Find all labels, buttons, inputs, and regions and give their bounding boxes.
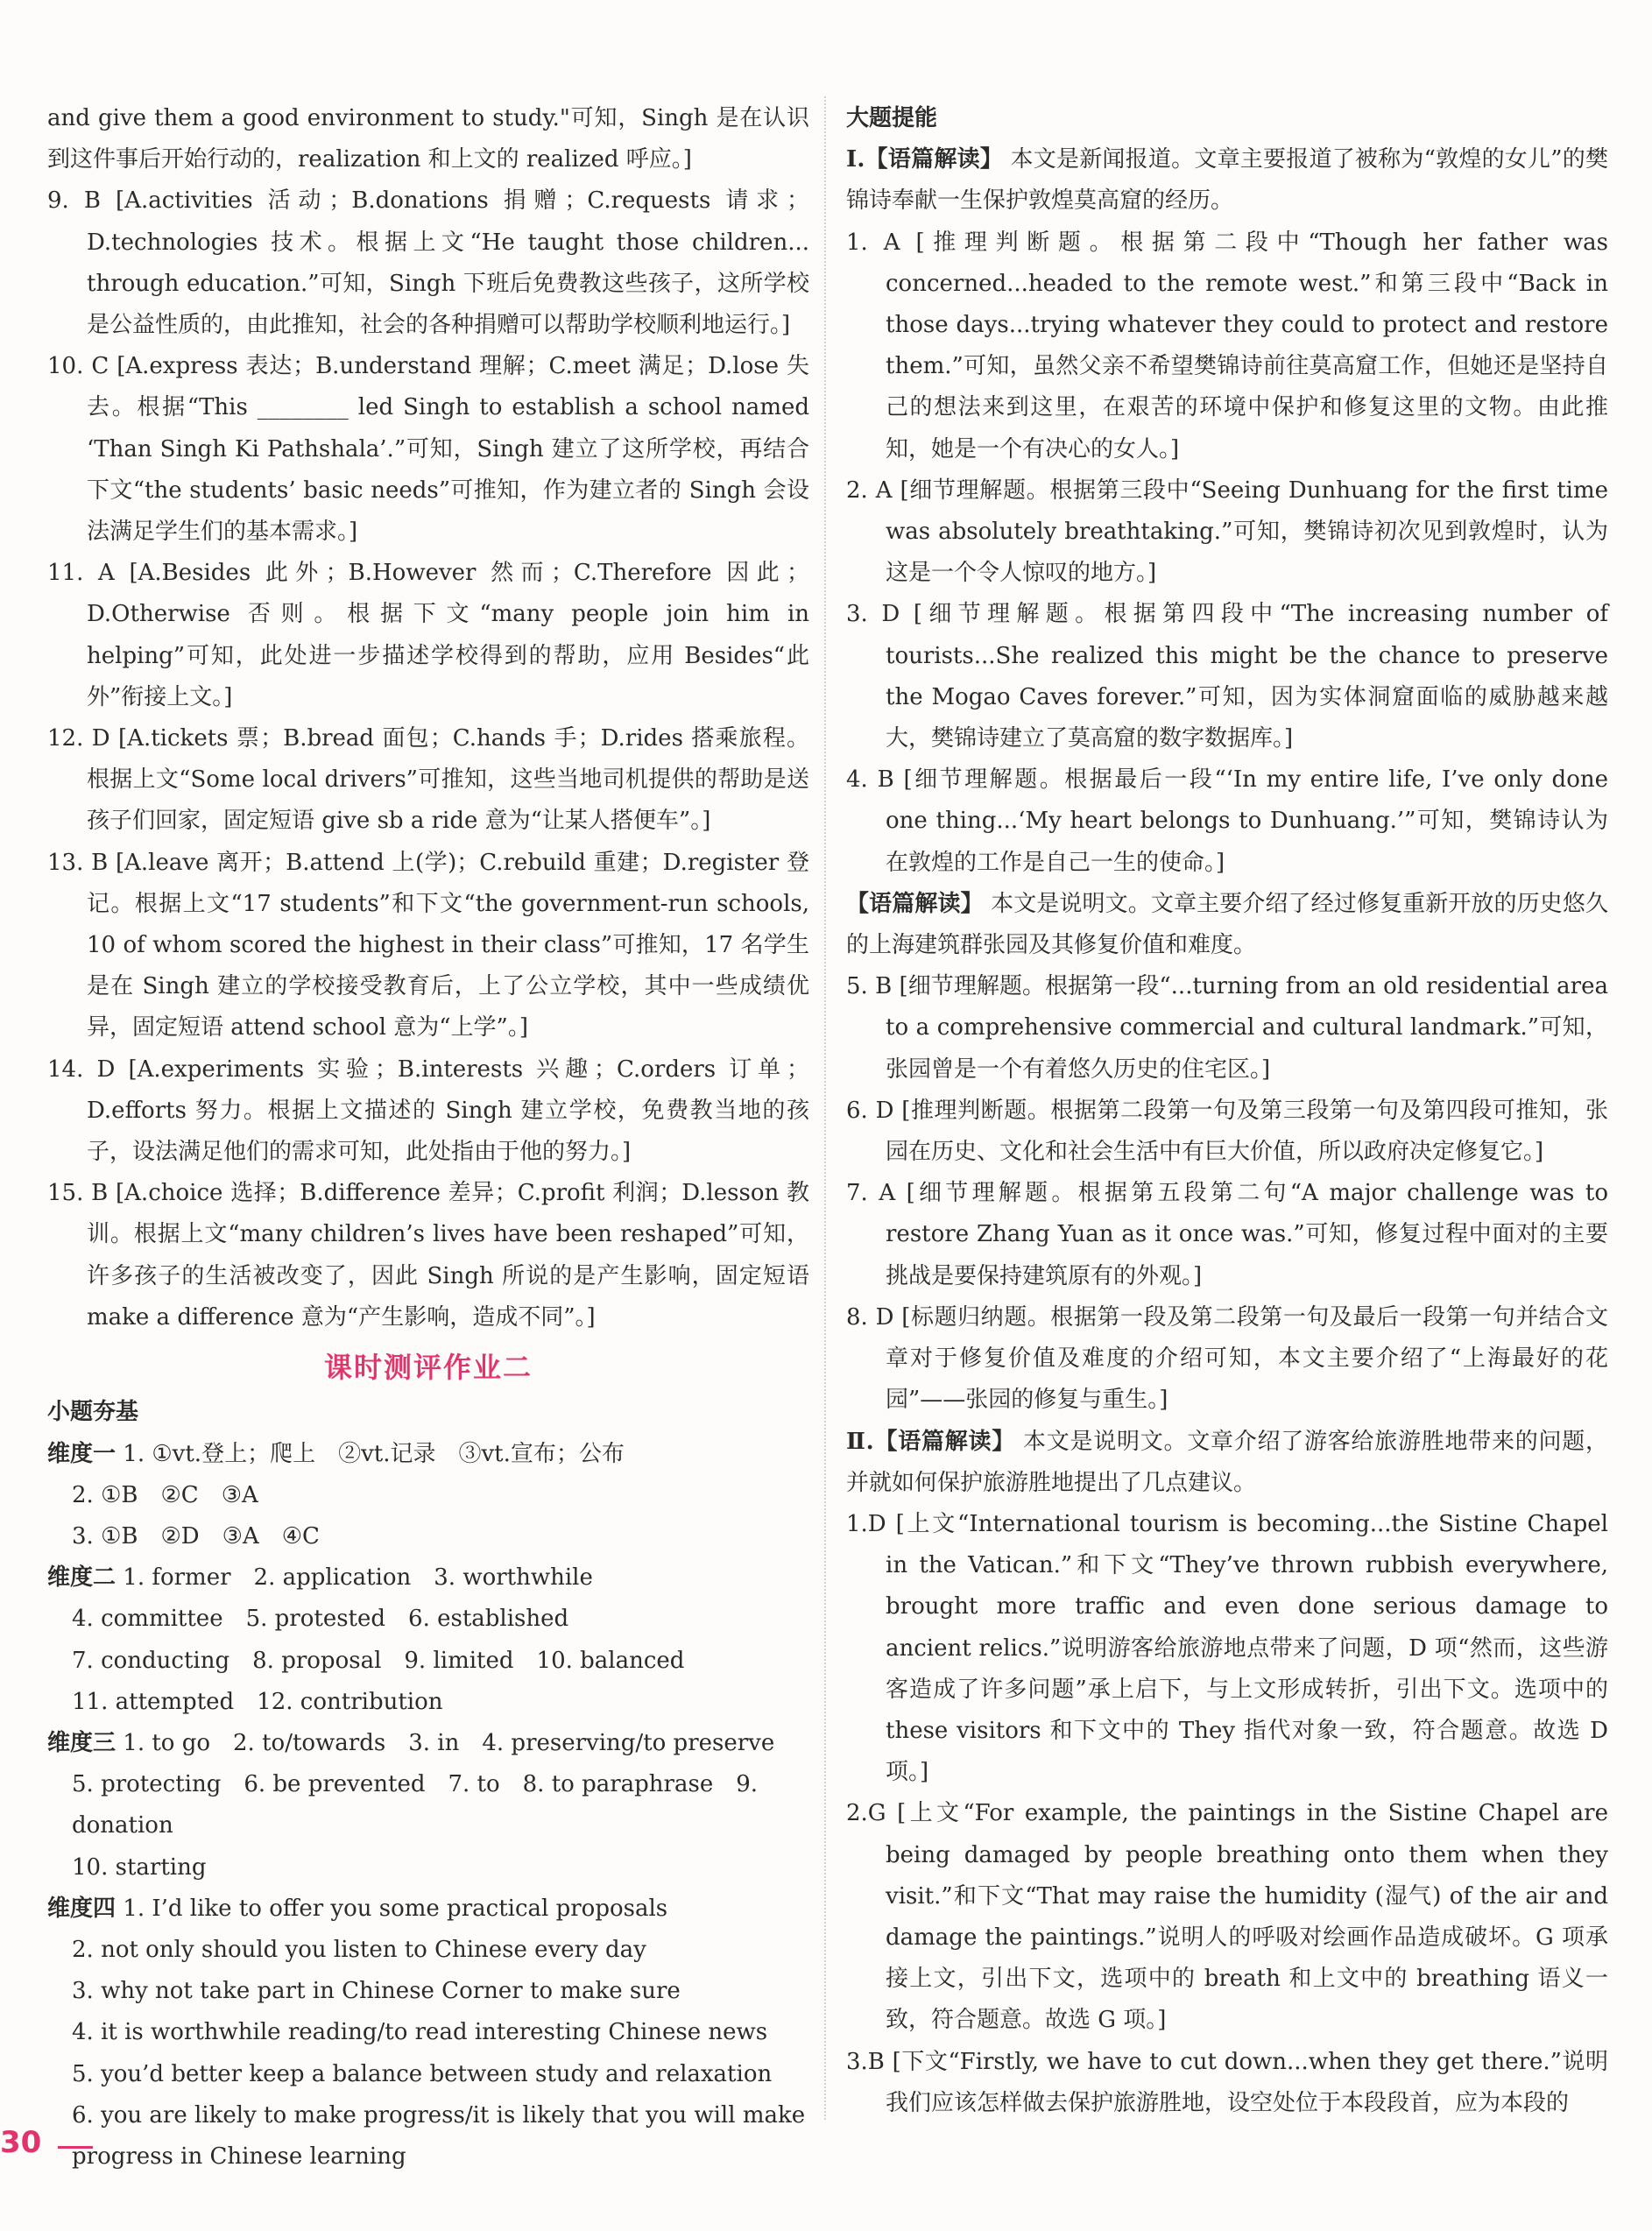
right-column xyxy=(846,98,1608,2124)
answer-item: 3. D [细节理解题。根据第四段中“The increasing number of tourists...She realized this might be the chance to preserve the Mogao Caves forever.”可知，因为实体洞窟面临的威胁越来越大，樊锦诗建立了莫高窟的数字数据库。] xyxy=(846,601,1608,752)
sub-heading-advanced: 大题提能 xyxy=(846,105,938,131)
dimension-label: 维度四 xyxy=(47,1895,116,1922)
left-continuation-text: and give them a good environment to study."可知，Singh 是在认识到这件事后开始行动的，realization 和上文的 realized 呼应。] xyxy=(47,105,809,173)
dimension-line: 4. it is worthwhile reading/to read interesting Chinese news xyxy=(72,2019,768,2046)
dimension-label: 维度三 xyxy=(47,1729,116,1756)
answer-item: 11. A [A.Besides 此外；B.However 然而；C.Therefore 因此；D.Otherwise 否则。根据下文“many people join him in helping”可知，此处进一步描述学校得到的帮助，应用 Besides“此外”衔接上文。] xyxy=(47,560,809,710)
answer-item: 7. A [细节理解题。根据第五段第二句“A major challenge was to restore Zhang Yuan as it once was.”可知，修复过程中面对的主要挑战是要保持建筑原有的外观。] xyxy=(846,1180,1608,1289)
dimension-line: 1. ①vt.登上；爬上 ②vt.记录 ③vt.宣布；公布 xyxy=(123,1440,625,1467)
sub-heading-basic: 小题夯基 xyxy=(47,1399,139,1426)
dimension-three xyxy=(47,1723,809,1764)
dimension-line: 2. ①B ②C ③A xyxy=(72,1481,258,1508)
dimension-line: 11. attempted 12. contribution xyxy=(72,1688,443,1715)
dimension-line: 1. I’d like to offer you some practical proposals xyxy=(123,1895,668,1922)
answer-item: 10. C [A.express 表达；B.understand 理解；C.meet 满足；D.lose 失去。根据“This ________ led Singh to establish a school named ‘Than Singh Ki Pathshala’.”可知，Singh 建立了这所学校，再结合下文“the students’ basic needs”可推知，作为建立者的 Singh 会设法满足学生们的基本需求。] xyxy=(47,353,809,546)
answer-item: 6. D [推理判断题。根据第二段第一句及第三段第一句及第四段可推知，张园在历史、文化和社会生活中有巨大价值，所以政府决定修复它。] xyxy=(846,1097,1608,1166)
column-divider xyxy=(824,96,826,2120)
summary-label: Ⅰ.【语篇解读】 xyxy=(846,146,1004,173)
passage-summary xyxy=(846,139,1608,222)
dimension-line: 3. ①B ②D ③A ④C xyxy=(72,1522,320,1550)
summary-label: Ⅱ.【语篇解读】 xyxy=(846,1428,1015,1455)
dimension-line: 1. former 2. application 3. worthwhile xyxy=(123,1564,593,1592)
answer-item: 2. A [细节理解题。根据第三段中“Seeing Dunhuang for the first time was absolutely breathtaking.”可知，樊锦诗初次见到敦煌时，认为这是一个令人惊叹的地方。] xyxy=(846,477,1608,587)
left-column xyxy=(47,98,809,2178)
answer-item: 1. A [推理判断题。根据第二段中“Though her father was concerned...headed to the remote west.”和第三段中“Back in those days...trying whatever they could to protect and restore them.”可知，虽然父亲不希望樊锦诗前往莫高窟工作，但她还是坚持自己的想法来到这里，在艰苦的环境中保护和修复这里的文物。由此推知，她是一个有决心的女人。] xyxy=(846,229,1608,462)
dimension-line: 1. to go 2. to/towards 3. in 4. preserving/to preserve xyxy=(123,1729,775,1756)
dimension-four xyxy=(47,1889,809,1930)
summary-label: 【语篇解读】 xyxy=(846,890,984,917)
passage-summary xyxy=(846,1422,1608,1504)
dimension-line: 7. conducting 8. proposal 9. limited 10. balanced xyxy=(72,1647,685,1674)
answer-item: 9. B [A.activities 活动；B.donations 捐赠；C.requests 请求；D.technologies 技术。根据上文“He taught those children... through education.”可知，Singh 下班后免费教这些孩子，这所学校是公益性质的，由此推知，社会的各种捐赠可以帮助学校顺利地运行。] xyxy=(47,187,809,339)
passage-summary xyxy=(846,884,1608,966)
summary-text: 本文是新闻报道。文章主要报道了被称为“敦煌的女儿”的樊锦诗奉献一生保护敦煌莫高窟的经历。 xyxy=(846,146,1609,215)
answer-item: 15. B [A.choice 选择；B.difference 差异；C.profit 利润；D.lesson 教训。根据上文“many children’s lives have been reshaped”可知，许多孩子的生活被改变了，因此 Singh 所说的是产生影响，固定短语 make a difference 意为“产生影响，造成不同”。] xyxy=(47,1180,809,1331)
dimension-label: 维度一 xyxy=(47,1440,116,1467)
dimension-line: 5. you’d better keep a balance between study and relaxation xyxy=(72,2060,773,2087)
answer-item: 3.B [下文“Firstly, we have to cut down...when they get there.”说明我们应该怎样做去保护旅游胜地，设空处位于本段段首，应为本段的 xyxy=(846,2048,1608,2116)
dimension-line: 4. committee 5. protested 6. established xyxy=(72,1606,569,1633)
summary-text: 本文是说明文。文章主要介绍了经过修复重新开放的历史悠久的上海建筑群张园及其修复价值和难度。 xyxy=(846,890,1608,959)
footer-rule xyxy=(58,2146,93,2149)
answer-item: 8. D [标题归纳题。根据第一段及第二段第一句及最后一段第一句并结合文章对于修复价值及难度的介绍可知，本文主要介绍了“上海最好的花园”——张园的修复与重生。] xyxy=(846,1303,1608,1414)
answer-item: 2.G [上文“For example, the paintings in the Sistine Chapel are being damaged by people breathing onto them when they visit.”和下文“That may raise the humidity (湿气) of the air and damage the paintings.”说明人的呼吸对绘画作品造成破坏。G 项承接上文，引出下文，选项中的 breath 和上文中的 breathing 语义一致，符合题意。故选 G 项。] xyxy=(846,1800,1608,2034)
summary-text: 本文是说明文。文章介绍了游客给旅游胜地带来的问题，并就如何保护旅游胜地提出了几点建议。 xyxy=(846,1428,1608,1496)
dimension-one xyxy=(47,1434,809,1475)
answer-item: 1.D [上文“International tourism is becoming...the Sistine Chapel in the Vatican.”和下文“They’ve thrown rubbish everywhere, brought more traffic and even done serious damage to ancient relics.”说明游客给旅游地点带来了问题，D 项“然而，这些游客造成了许多问题”承上启下，与上文形成转折，引出下文。选项中的 these visitors 和下文中的 They 指代对象一致，符合题意。故选 D 项。] xyxy=(846,1510,1608,1786)
page-number: 30 xyxy=(0,2125,42,2160)
answer-item: 4. B [细节理解题。根据最后一段“‘In my entire life, I’ve only done one thing...‘My heart belongs to Dunhuang.’”可知，樊锦诗认为在敦煌的工作是自己一生的使命。] xyxy=(846,766,1608,876)
dimension-line: 10. starting xyxy=(72,1853,207,1881)
dimension-line: 3. why not take part in Chinese Corner to make sure xyxy=(72,1978,681,2005)
answer-item: 5. B [细节理解题。根据第一段“...turning from an old residential area to a comprehensive commercial and cultural landmark.”可知，张园曾是一个有着悠久历史的住宅区。] xyxy=(846,973,1608,1083)
dimension-two xyxy=(47,1557,809,1599)
dimension-line: 5. protecting 6. be prevented 7. to 8. to paraphrase 9. donation xyxy=(72,1771,759,1839)
dimension-line: 2. not only should you listen to Chinese every day xyxy=(72,1936,646,1963)
dimension-line: 6. you are likely to make progress/it is likely that you will make progress in Chinese learning xyxy=(72,2101,806,2170)
answer-item: 12. D [A.tickets 票；B.bread 面包；C.hands 手；D.rides 搭乘旅程。根据上文“Some local drivers”可推知，这些当地司机提供的帮助是送孩子们回家，固定短语 give sb a ride 意为“让某人搭便车”。] xyxy=(47,725,809,835)
answer-item: 14. D [A.experiments 实验；B.interests 兴趣；C.orders 订单；D.efforts 努力。根据上文描述的 Singh 建立学校，免费教当地的孩子，设法满足他们的需求可知，此处指由于他的努力。] xyxy=(47,1055,809,1166)
section-title: 课时测评作业二 xyxy=(323,1351,533,1385)
answer-item: 13. B [A.leave 离开；B.attend 上(学)；C.rebuild 重建；D.register 登记。根据上文“17 students”和下文“the government-run schools, 10 of whom scored the highest in their class”可推知，17 名学生是在 Singh 建立的学校接受教育后，上了公立学校，其中一些成绩优异，固定短语 attend school 意为“上学”。] xyxy=(47,849,809,1041)
dimension-label: 维度二 xyxy=(47,1564,116,1592)
